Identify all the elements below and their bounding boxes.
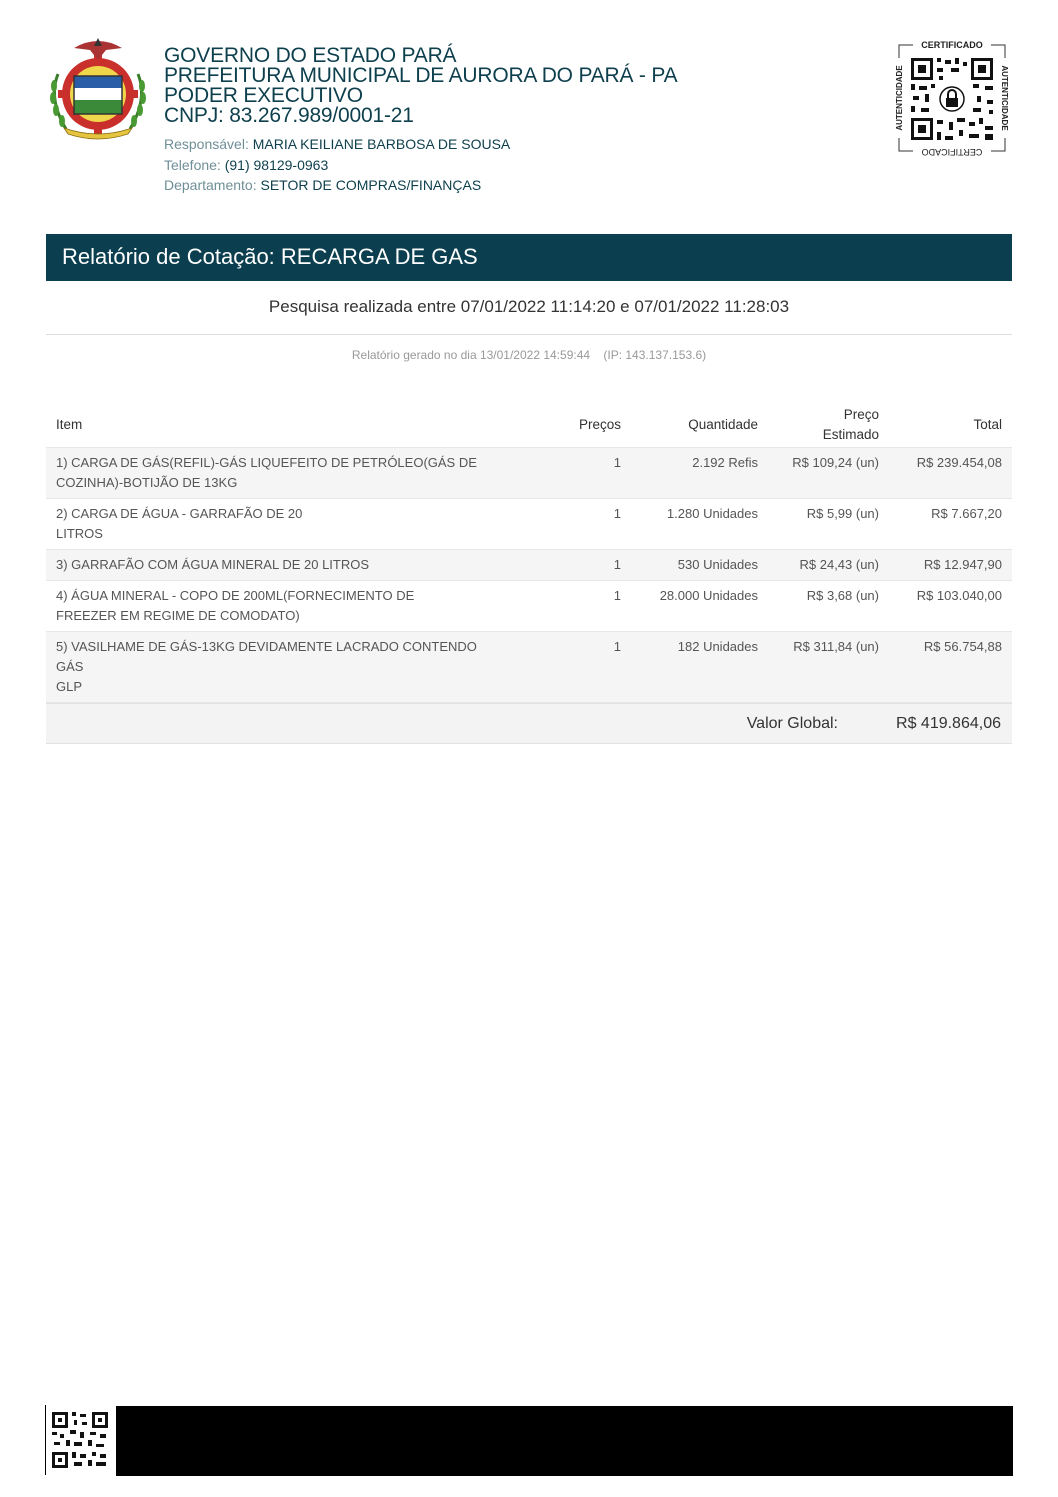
- item-estimated-price: R$ 109,24 (un): [768, 448, 889, 499]
- footer-qr-code: [50, 1410, 110, 1470]
- authenticity-certificate-seal: [893, 38, 1011, 158]
- col-quantity-header: Quantidade: [688, 417, 758, 432]
- divider: [46, 334, 1012, 335]
- item-description: [46, 499, 506, 550]
- quotation-table: [46, 403, 1012, 703]
- research-period: Pesquisa realizada entre 07/01/2022 11:14:20 e 07/01/2022 11:28:03: [268, 297, 790, 316]
- item-estimated-price: R$ 3,68 (un): [768, 581, 889, 632]
- table-header-row: [46, 403, 1012, 448]
- item-estimated-price: R$ 5,99 (un): [768, 499, 889, 550]
- table-row: [46, 499, 1012, 550]
- cnpj: CNPJ: 83.267.989/0001-21: [164, 104, 414, 127]
- certificate-right-text: AUTENTICIDADE: [1000, 65, 1009, 131]
- item-line: FREEZER EM REGIME DE COMODATO): [56, 608, 300, 623]
- item-description: [46, 632, 506, 703]
- item-line: COZINHA)-BOTIJÃO DE 13KG: [56, 475, 238, 490]
- item-line: 3) GARRAFÃO COM ÁGUA MINERAL DE 20 LITROS: [56, 557, 370, 572]
- phone-value: (91) 98129-0963: [224, 157, 329, 173]
- prefecture-name: PREFEITURA MUNICIPAL DE AURORA DO PARÁ - PA: [164, 64, 678, 87]
- report-title: Relatório de Cotação: RECARGA DE GAS: [62, 244, 478, 269]
- item-line: 1) CARGA DE GÁS(REFIL)-GÁS LIQUEFEITO DE PETRÓLEO(GÁS DE: [56, 455, 477, 470]
- estimated-price-header-line1: Preço: [843, 407, 879, 422]
- generated-info: Relatório gerado no dia 13/01/2022 14:59:44 (IP: 143.137.153.6): [351, 348, 707, 362]
- item-total: R$ 103.040,00: [889, 581, 1012, 632]
- table-row: [46, 448, 1012, 499]
- responsible-label: Responsável:: [164, 136, 249, 152]
- item-line: LITROS: [56, 526, 103, 541]
- item-estimated-price: R$ 24,43 (un): [768, 550, 889, 581]
- phone-label: Telefone:: [164, 157, 221, 173]
- report-title-bar: [46, 234, 1012, 281]
- table-row: [46, 632, 1012, 703]
- global-total-bar: [46, 703, 1012, 744]
- item-prices: 1: [506, 550, 631, 581]
- government-name: GOVERNO DO ESTADO PARÁ: [164, 44, 457, 67]
- item-line: 2) CARGA DE ÁGUA - GARRAFÃO DE 20: [56, 506, 303, 521]
- footer-black-bar: [116, 1406, 1013, 1476]
- col-estimated-price-header: [768, 403, 889, 448]
- item-description: [46, 550, 506, 581]
- item-total: R$ 56.754,88: [889, 632, 1012, 703]
- item-line: 4) ÁGUA MINERAL - COPO DE 200ML(FORNECIMENTO DE: [56, 588, 415, 603]
- phone-row: [164, 157, 328, 173]
- item-prices: 1: [506, 632, 631, 703]
- col-item-header: Item: [56, 417, 83, 432]
- department-row: [164, 177, 481, 193]
- item-prices: 1: [506, 499, 631, 550]
- item-quantity: 2.192 Refis: [631, 448, 768, 499]
- global-total-label: Valor Global:: [746, 715, 838, 732]
- estimated-price-header-line2: Estimado: [822, 427, 879, 442]
- item-quantity: 182 Unidades: [631, 632, 768, 703]
- item-quantity: 1.280 Unidades: [631, 499, 768, 550]
- item-line: 5) VASILHAME DE GÁS-13KG DEVIDAMENTE LACRADO CONTENDO GÁS: [56, 639, 477, 674]
- item-total: R$ 7.667,20: [889, 499, 1012, 550]
- item-total: R$ 12.947,90: [889, 550, 1012, 581]
- col-total-header: Total: [973, 417, 1002, 432]
- item-description: [46, 448, 506, 499]
- executive-power: PODER EXECUTIVO: [164, 84, 363, 107]
- municipal-crest-logo: [44, 34, 152, 140]
- global-total-value: R$ 419.864,06: [896, 715, 1001, 732]
- responsible-value: MARIA KEILIANE BARBOSA DE SOUSA: [252, 136, 511, 152]
- item-prices: 1: [506, 581, 631, 632]
- item-quantity: 530 Unidades: [631, 550, 768, 581]
- item-estimated-price: R$ 311,84 (un): [768, 632, 889, 703]
- department-value: SETOR DE COMPRAS/FINANÇAS: [260, 177, 482, 193]
- table-row: [46, 581, 1012, 632]
- certificate-left-text: AUTENTICIDADE: [895, 65, 904, 131]
- footer-divider: [45, 1405, 46, 1475]
- table-row: [46, 550, 1012, 581]
- item-line: GLP: [56, 679, 83, 694]
- item-quantity: 28.000 Unidades: [631, 581, 768, 632]
- certificate-top-text: CERTIFICADO: [921, 40, 983, 50]
- col-prices-header: Preços: [578, 417, 621, 432]
- item-total: R$ 239.454,08: [889, 448, 1012, 499]
- item-description: [46, 581, 506, 632]
- item-prices: 1: [506, 448, 631, 499]
- department-label: Departamento:: [164, 177, 257, 193]
- certificate-bottom-text: CERTIFICADO: [921, 147, 983, 157]
- responsible-row: [164, 136, 510, 152]
